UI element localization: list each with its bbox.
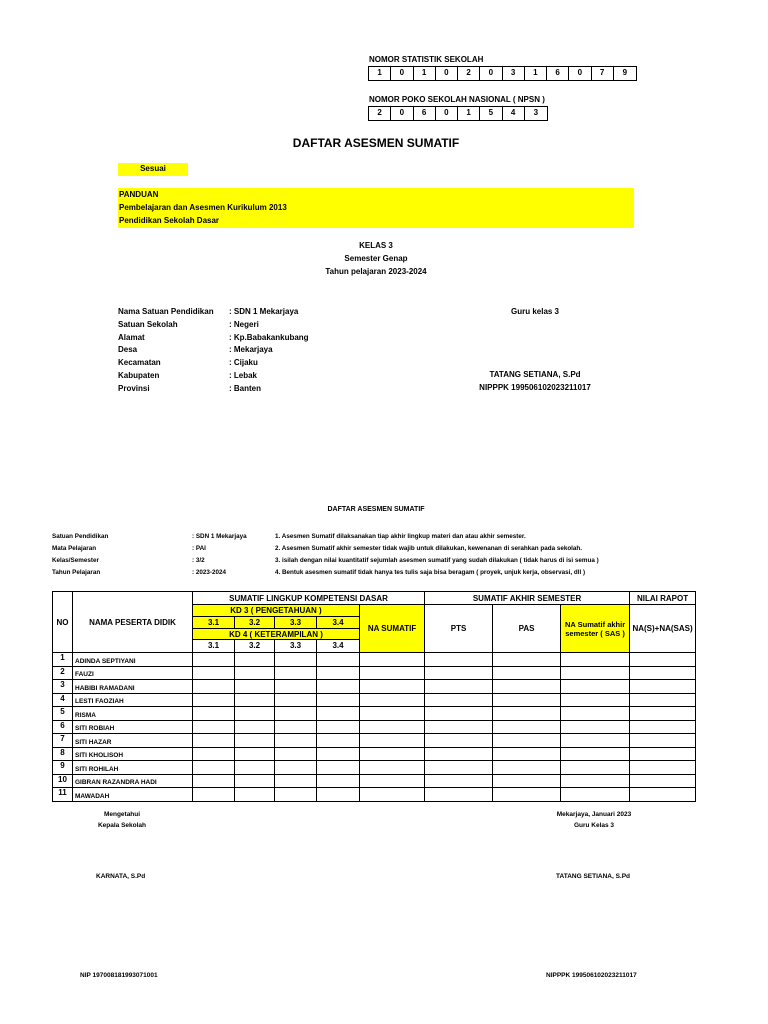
kd4-col-2: 3.2 [235, 640, 275, 652]
score-cell[interactable] [193, 707, 235, 721]
score-cell[interactable] [630, 720, 696, 734]
score-cell[interactable] [360, 653, 425, 667]
score-cell[interactable] [360, 788, 425, 802]
score-cell[interactable] [317, 747, 360, 761]
score-cell[interactable] [425, 774, 493, 788]
score-cell[interactable] [360, 774, 425, 788]
info-value: : Lebak [229, 370, 258, 380]
info-row [118, 357, 309, 370]
score-cell[interactable] [630, 761, 696, 775]
panduan-line-3: Pendidikan Sekolah Dasar [119, 215, 220, 225]
section2-info-label: Mata Pelajaran [52, 545, 97, 552]
student-name: HABIBI RAMADANI [73, 680, 193, 694]
score-cell[interactable] [425, 666, 493, 680]
score-cell[interactable] [360, 693, 425, 707]
info-value: : Kp.Babakankubang [229, 332, 309, 342]
nss-digit: 0 [480, 67, 502, 80]
nss-digit: 1 [414, 67, 436, 80]
npsn-digit: 1 [458, 107, 480, 120]
section2-info-row [52, 543, 247, 555]
note-item: 4. Bentuk asesmen sumatif tidak hanya tes tulis saja bisa beragam ( proyek, unjuk kerja, observasi, dll ) [275, 569, 586, 576]
info-label: Satuan Sekolah [118, 319, 178, 329]
info-label: Nama Satuan Pendidikan [118, 307, 214, 316]
semester-label: Semester Genap [344, 253, 408, 263]
student-name: RISMA [73, 707, 193, 721]
score-cell[interactable] [193, 720, 235, 734]
score-cell[interactable] [235, 693, 275, 707]
header-sumatif-akhir-semester: SUMATIF AKHIR SEMESTER [425, 592, 630, 605]
score-cell[interactable] [193, 774, 235, 788]
nss-digit: 6 [547, 67, 569, 80]
score-cell[interactable] [561, 774, 630, 788]
score-cell[interactable] [360, 761, 425, 775]
score-cell[interactable] [561, 666, 630, 680]
score-cell[interactable] [630, 788, 696, 802]
score-cell[interactable] [275, 680, 317, 694]
tahun-pelajaran-label: Tahun pelajaran 2023-2024 [325, 266, 427, 276]
table-row [53, 788, 696, 802]
page-title: DAFTAR ASESMEN SUMATIF [292, 136, 460, 150]
score-cell[interactable] [425, 720, 493, 734]
score-cell[interactable] [193, 666, 235, 680]
nss-digit: 1 [369, 67, 391, 80]
info-value: : SDN 1 Mekarjaya [229, 307, 299, 316]
info-row [118, 370, 309, 383]
nss-digit: 0 [391, 67, 413, 80]
note-item: 2. Asesmen Sumatif akhir semester tidak wajib untuk dilakukan, kewenanan di serahkan pada sekolah. [275, 545, 583, 552]
student-no: 2 [53, 666, 73, 680]
student-name: SITI ROHILAH [73, 761, 193, 775]
score-cell[interactable] [561, 707, 630, 721]
section2-notes [275, 531, 599, 579]
guru-nip: NIPPPK 199506102023211017 [479, 383, 591, 392]
table-row [53, 734, 696, 748]
panduan-line-2: Pembelajaran dan Asesmen Kurikulum 2013 [119, 202, 287, 212]
nss-digit: 7 [592, 67, 614, 80]
score-cell[interactable] [630, 734, 696, 748]
student-name: LESTI FAOZIAH [73, 693, 193, 707]
score-cell[interactable] [493, 666, 561, 680]
info-row [118, 383, 309, 396]
kd3-col-1: 3.1 [193, 617, 235, 629]
student-no: 3 [53, 680, 73, 694]
info-value: : Cijaku [229, 358, 258, 368]
nss-digit: 0 [436, 67, 458, 80]
assessment-table [52, 591, 696, 802]
footer-guru-kelas: Guru Kelas 3 [573, 822, 615, 829]
kd3-col-2: 3.2 [235, 617, 275, 629]
section2-info-label: Kelas/Semester [52, 557, 99, 564]
score-cell[interactable] [561, 761, 630, 775]
score-cell[interactable] [630, 693, 696, 707]
table-row [53, 707, 696, 721]
header-pas: PAS [493, 605, 561, 653]
info-label: Alamat [118, 332, 145, 342]
info-row [118, 344, 309, 357]
score-cell[interactable] [493, 707, 561, 721]
score-cell[interactable] [630, 707, 696, 721]
score-cell[interactable] [193, 680, 235, 694]
student-no: 8 [53, 747, 73, 761]
info-row [118, 306, 309, 319]
score-cell[interactable] [275, 707, 317, 721]
score-cell[interactable] [235, 788, 275, 802]
score-cell[interactable] [561, 680, 630, 694]
table-row [53, 774, 696, 788]
score-cell[interactable] [317, 653, 360, 667]
kelas-block [276, 240, 476, 278]
section2-info-value: : PAI [192, 545, 206, 552]
score-cell[interactable] [561, 734, 630, 748]
info-label: Provinsi [118, 383, 150, 393]
score-cell[interactable] [193, 653, 235, 667]
score-cell[interactable] [360, 720, 425, 734]
score-cell[interactable] [425, 680, 493, 694]
score-cell[interactable] [630, 666, 696, 680]
header-na-formula: NA(S)+NA(SAS) [630, 605, 696, 653]
student-name: MAWADAH [73, 788, 193, 802]
score-cell[interactable] [275, 666, 317, 680]
table-row [53, 653, 696, 667]
score-cell[interactable] [561, 653, 630, 667]
score-cell[interactable] [275, 761, 317, 775]
info-value: : Negeri [229, 319, 259, 329]
header-kd3: KD 3 ( PENGETAHUAN ) [193, 605, 360, 617]
score-cell[interactable] [235, 680, 275, 694]
score-cell[interactable] [493, 734, 561, 748]
score-cell[interactable] [193, 734, 235, 748]
score-cell[interactable] [275, 774, 317, 788]
student-no: 7 [53, 734, 73, 748]
panduan-box [118, 188, 634, 228]
footer-guru-name: TATANG SETIANA, S.Pd [556, 873, 631, 880]
info-row [118, 332, 309, 345]
score-cell[interactable] [630, 747, 696, 761]
score-cell[interactable] [493, 774, 561, 788]
table-row [53, 747, 696, 761]
student-name: GIBRAN RAZANDRA HADI [73, 774, 193, 788]
section2-info-value: : 3/2 [192, 557, 205, 564]
score-cell[interactable] [193, 788, 235, 802]
score-cell[interactable] [561, 720, 630, 734]
info-label: Kecamatan [118, 358, 161, 368]
score-cell[interactable] [317, 693, 360, 707]
score-cell[interactable] [317, 707, 360, 721]
score-cell[interactable] [493, 720, 561, 734]
footer-kepala-nip: NIP 197008181993071001 [80, 972, 158, 979]
score-cell[interactable] [317, 680, 360, 694]
student-name: FAUZI [73, 666, 193, 680]
section2-info-value: : 2023-2024 [192, 569, 226, 576]
section2-info-label: Satuan Pendidikan [52, 533, 109, 540]
score-cell[interactable] [275, 693, 317, 707]
score-cell[interactable] [493, 747, 561, 761]
section2-info-row [52, 555, 247, 567]
student-no: 6 [53, 720, 73, 734]
info-value: : Mekarjaya [229, 345, 273, 355]
student-no: 4 [53, 693, 73, 707]
nss-label: NOMOR STATISTIK SEKOLAH [369, 55, 484, 64]
header-pts: PTS [425, 605, 493, 653]
npsn-digit: 5 [480, 107, 502, 120]
score-cell[interactable] [235, 720, 275, 734]
npsn-digit: 0 [391, 107, 413, 120]
table-row [53, 666, 696, 680]
score-cell[interactable] [561, 693, 630, 707]
kd4-col-1: 3.1 [193, 640, 235, 652]
student-no: 1 [53, 653, 73, 667]
header-sumatif-lingkup: SUMATIF LINGKUP KOMPETENSI DASAR [193, 592, 425, 605]
score-cell[interactable] [425, 653, 493, 667]
score-cell[interactable] [360, 734, 425, 748]
score-cell[interactable] [317, 720, 360, 734]
score-cell[interactable] [360, 680, 425, 694]
kd4-col-3: 3.3 [275, 640, 317, 652]
score-cell[interactable] [630, 680, 696, 694]
npsn-digit: 3 [533, 108, 539, 117]
header-nama-peserta: NAMA PESERTA DIDIK [73, 592, 193, 653]
kd4-block [193, 629, 360, 653]
score-cell[interactable] [493, 693, 561, 707]
score-cell[interactable] [493, 761, 561, 775]
guru-role: Guru kelas 3 [510, 307, 560, 316]
score-cell[interactable] [317, 761, 360, 775]
footer-kepala-name: KARNATA, S.Pd [96, 873, 146, 880]
score-cell[interactable] [235, 707, 275, 721]
npsn-label: NOMOR POKO SEKOLAH NASIONAL ( NPSN ) [369, 95, 545, 104]
header-nilai-rapot: NILAI RAPOT [630, 592, 696, 605]
section2-info-value: : SDN 1 Mekarjaya [192, 533, 247, 540]
score-cell[interactable] [561, 747, 630, 761]
section2-title: DAFTAR ASESMEN SUMATIF [327, 506, 425, 513]
score-cell[interactable] [235, 747, 275, 761]
kd3-col-4: 3.4 [317, 617, 360, 629]
score-cell[interactable] [317, 774, 360, 788]
section2-info-row [52, 531, 247, 543]
score-cell[interactable] [425, 761, 493, 775]
score-cell[interactable] [493, 788, 561, 802]
npsn-digit: 6 [414, 107, 436, 120]
score-cell[interactable] [493, 680, 561, 694]
kd4-col-4: 3.4 [332, 641, 344, 650]
npsn-digit: 4 [503, 107, 525, 120]
footer-kepala-sekolah: Kepala Sekolah [97, 822, 147, 829]
panduan-title: PANDUAN [119, 190, 159, 199]
student-no: 10 [53, 774, 73, 788]
score-cell[interactable] [360, 707, 425, 721]
table-row [53, 680, 696, 694]
score-cell[interactable] [193, 747, 235, 761]
student-no: 9 [53, 761, 73, 775]
section2-info-label: Tahun Pelajaran [52, 569, 101, 576]
section2-info-row [52, 567, 247, 579]
score-cell[interactable] [360, 747, 425, 761]
student-name: ADINDA SEPTIYANI [73, 653, 193, 667]
score-cell[interactable] [425, 707, 493, 721]
table-row [53, 761, 696, 775]
nss-digit: 0 [569, 67, 591, 80]
kelas-label: KELAS 3 [359, 241, 393, 250]
nss-digit: 9 [622, 68, 628, 77]
nss-digit: 1 [525, 67, 547, 80]
score-cell[interactable] [235, 653, 275, 667]
kd3-col-3: 3.3 [275, 617, 317, 629]
footer-guru-nip: NIPPPK 199506102023211017 [546, 972, 637, 979]
score-cell[interactable] [493, 653, 561, 667]
score-cell[interactable] [317, 666, 360, 680]
score-cell[interactable] [235, 734, 275, 748]
score-cell[interactable] [561, 788, 630, 802]
student-name: SITI HAZAR [73, 734, 193, 748]
student-no: 5 [53, 707, 73, 721]
school-info [118, 306, 309, 396]
student-name: SITI KHOLISOH [73, 747, 193, 761]
score-cell[interactable] [275, 720, 317, 734]
table-row [53, 720, 696, 734]
npsn-digit-boxes [368, 106, 548, 121]
guru-name: TATANG SETIANA, S.Pd [489, 370, 581, 379]
info-row [118, 319, 309, 332]
header-no: NO [53, 592, 73, 653]
score-cell[interactable] [275, 747, 317, 761]
score-cell[interactable] [425, 788, 493, 802]
info-label: Kabupaten [118, 370, 160, 380]
score-cell[interactable] [235, 774, 275, 788]
score-cell[interactable] [275, 734, 317, 748]
student-name: SITI ROBIAH [73, 720, 193, 734]
table-row [53, 693, 696, 707]
npsn-digit: 2 [369, 107, 391, 120]
score-cell[interactable] [630, 653, 696, 667]
header-na-sas: NA Sumatif akhir semester ( SAS ) [561, 605, 630, 653]
score-cell[interactable] [360, 666, 425, 680]
footer-mengetahui: Mengetahui [103, 811, 141, 818]
score-cell[interactable] [275, 653, 317, 667]
score-cell[interactable] [317, 734, 360, 748]
sesuai-badge: Sesuai [118, 163, 188, 176]
npsn-digit: 0 [436, 107, 458, 120]
score-cell[interactable] [193, 761, 235, 775]
score-cell[interactable] [275, 788, 317, 802]
header-na-sumatif: NA SUMATIF [360, 605, 425, 653]
score-cell[interactable] [630, 774, 696, 788]
info-value: : Banten [229, 383, 261, 393]
score-cell[interactable] [425, 734, 493, 748]
footer-place-date: Mekarjaya, Januari 2023 [556, 811, 632, 818]
score-cell[interactable] [317, 788, 360, 802]
note-item: 3. isilah dengan nilai kuantitatif sejumlah asesmen sumatif yang sudah dilakukan ( tidak harus di isi semua ) [275, 557, 599, 564]
section2-info [52, 531, 247, 579]
score-cell[interactable] [193, 693, 235, 707]
student-no: 11 [53, 788, 73, 802]
nss-digit: 2 [458, 67, 480, 80]
header-kd4: KD 4 ( KETERAMPILAN ) [193, 629, 359, 640]
score-cell[interactable] [235, 666, 275, 680]
note-item: 1. Asesmen Sumatif dilaksanakan tiap akhir lingkup materi dan atau akhir semester. [275, 533, 526, 540]
nss-digit: 3 [503, 67, 525, 80]
score-cell[interactable] [235, 761, 275, 775]
info-label: Desa [118, 345, 138, 355]
nss-digit-boxes [368, 66, 637, 81]
score-cell[interactable] [425, 693, 493, 707]
score-cell[interactable] [425, 747, 493, 761]
